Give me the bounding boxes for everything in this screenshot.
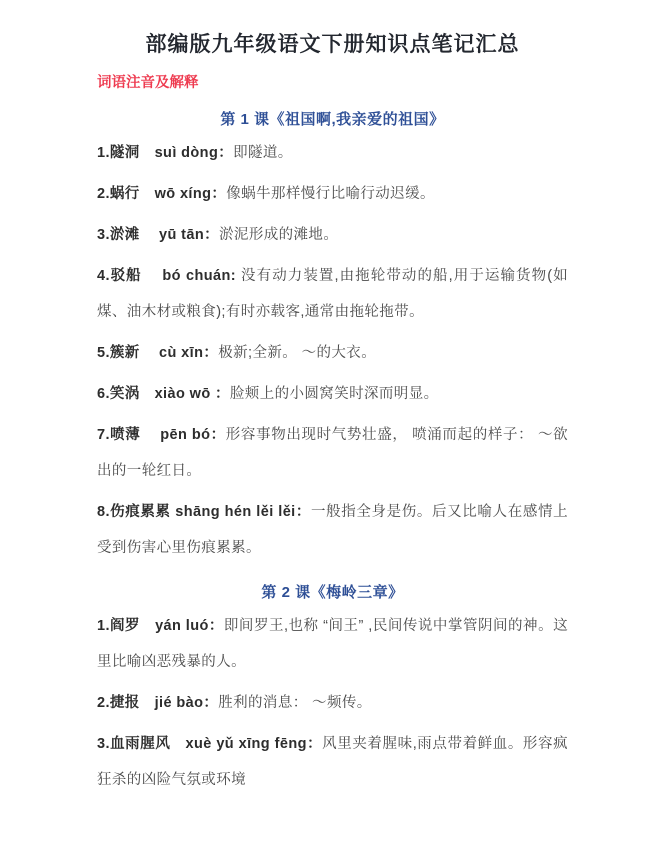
vocab-definition: 形容事物出现时气势壮盛， 喷涌而起的样子： ～欲出的一轮红日。 bbox=[97, 427, 569, 479]
vocab-item-4 bbox=[97, 258, 568, 330]
vocab-item-3 bbox=[97, 217, 568, 253]
vocab-term: 4.驳船 bó chuán: bbox=[97, 268, 236, 284]
vocab-definition: 胜利的消息： ～频传。 bbox=[218, 695, 372, 711]
vocab-item-10 bbox=[97, 685, 568, 721]
vocab-item-5 bbox=[97, 335, 568, 371]
vocab-term: 8.伤痕累累 shāng hén lěi lěi： bbox=[97, 504, 311, 520]
vocab-term: 3.血雨腥风 xuè yǔ xīng fēng： bbox=[97, 736, 323, 752]
vocab-definition: 极新;全新。 ～的大衣。 bbox=[218, 345, 377, 361]
vocab-definition: 风里夹着腥味,雨点带着鲜血。形容疯狂杀的凶险气氛或环境 bbox=[97, 736, 568, 788]
vocab-definition: 没有动力装置,由拖轮带动的船,用于运输货物(如煤、油木材或粮食);有时亦载客,通常由拖轮拖带。 bbox=[97, 268, 568, 320]
vocab-definition: 即间罗王,也称 “间王” ,民间传说中掌管阴间的神。这里比喻凶恶残暴的人。 bbox=[97, 618, 568, 670]
vocab-item-6 bbox=[97, 376, 568, 412]
lesson-2-heading: 第 2 课《梅岭三章》 bbox=[261, 584, 404, 601]
vocab-definition: 像蜗牛那样慢行比喻行动迟缓。 bbox=[226, 186, 435, 202]
vocab-term: 6.笑涡 xiào wō ： bbox=[97, 386, 230, 402]
page-title: 部编版九年级语文下册知识点笔记汇总 bbox=[145, 33, 520, 56]
section-heading: 词语注音及解释 bbox=[97, 75, 199, 91]
vocab-item-9 bbox=[97, 608, 568, 680]
vocab-term: 2.捷报 jié bào： bbox=[97, 695, 219, 711]
vocab-item-2 bbox=[97, 176, 568, 212]
vocab-item-11 bbox=[97, 726, 568, 798]
vocab-term: 1.阎罗 yán luó： bbox=[97, 618, 224, 634]
vocab-term: 7.喷薄 pēn bó： bbox=[97, 427, 226, 443]
vocab-item-1 bbox=[97, 135, 568, 171]
vocab-definition: 即隧道。 bbox=[233, 145, 293, 161]
vocab-item-8 bbox=[97, 494, 568, 566]
vocab-term: 3.淤滩 yū tān： bbox=[97, 227, 220, 243]
vocab-definition: 脸颊上的小圆窝笑时深而明显。 bbox=[229, 386, 439, 402]
vocab-item-7 bbox=[97, 417, 568, 489]
vocab-term: 1.隧洞 suì dòng： bbox=[97, 145, 234, 161]
lesson-1-heading: 第 1 课《祖国啊,我亲爱的祖国》 bbox=[220, 111, 445, 128]
vocab-term: 2.蜗行 wō xíng： bbox=[97, 186, 227, 202]
vocab-definition: 一般指全身是伤。后又比喻人在感情上受到伤害心里伤痕累累。 bbox=[97, 504, 568, 556]
vocab-definition: 淤泥形成的滩地。 bbox=[219, 227, 339, 243]
vocab-term: 5.簇新 cù xīn： bbox=[97, 345, 219, 361]
